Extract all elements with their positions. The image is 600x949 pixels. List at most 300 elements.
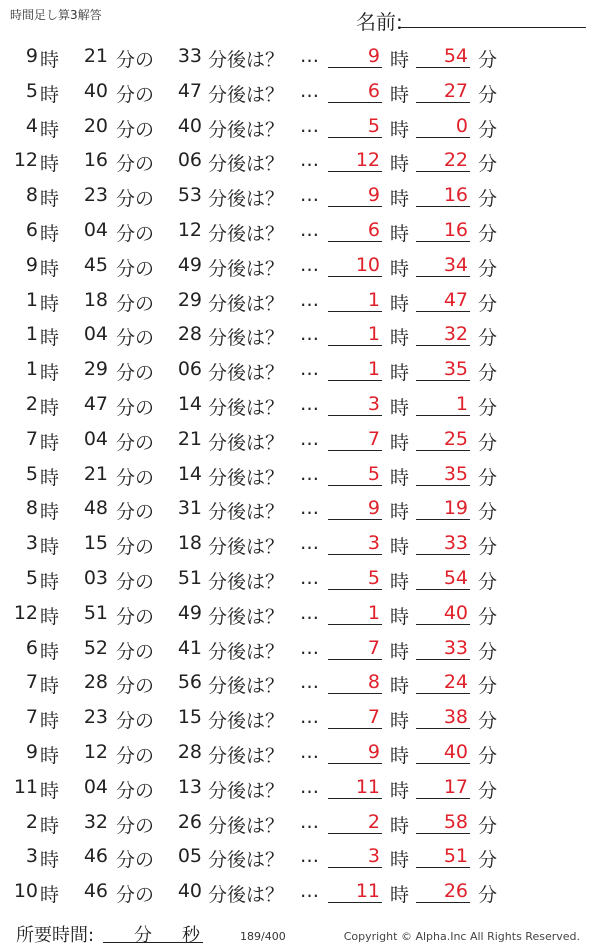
hour-label: 時 (40, 779, 60, 802)
answer-minute: 34 (443, 253, 468, 276)
start-hour: 8 (25, 184, 38, 207)
answer-hour: 1 (367, 323, 380, 346)
start-minute: 03 (83, 566, 108, 589)
hour-label: 時 (40, 466, 60, 489)
minute-of-label: 分の (116, 501, 155, 524)
added-minutes: 47 (177, 79, 202, 102)
ellipsis: … (300, 880, 319, 903)
minute-of-label: 分の (116, 744, 155, 767)
minute-label: 分 (478, 257, 498, 280)
problem-row (0, 700, 600, 735)
ellipsis: … (300, 79, 319, 102)
start-minute: 47 (83, 392, 108, 415)
minute-of-label: 分の (116, 431, 155, 454)
start-hour: 11 (13, 775, 38, 798)
minute-of-label: 分の (116, 605, 155, 628)
ellipsis: … (300, 706, 319, 729)
start-minute: 46 (83, 880, 108, 903)
problem-row (0, 526, 600, 561)
minute-of-label: 分の (116, 292, 155, 315)
minute-label: 分 (478, 431, 498, 454)
problem-row (0, 457, 600, 492)
answer-hour: 2 (367, 810, 380, 833)
answer-hour: 10 (355, 253, 380, 276)
hour-label: 時 (40, 396, 60, 419)
ellipsis: … (300, 184, 319, 207)
minute-label: 分 (478, 222, 498, 245)
problem-row (0, 178, 600, 213)
minute-label: 分 (478, 153, 498, 176)
hour-label: 時 (390, 49, 410, 71)
start-hour: 6 (25, 636, 38, 659)
after-question-label: 分後は？ (208, 536, 285, 559)
after-question-label: 分後は？ (208, 292, 285, 315)
hour-label: 時 (40, 849, 60, 872)
hour-label: 時 (40, 431, 60, 454)
after-question-label: 分後は？ (208, 222, 285, 245)
hour-label: 時 (390, 744, 410, 767)
start-minute: 21 (83, 45, 108, 67)
hour-label: 時 (390, 570, 410, 593)
added-minutes: 40 (177, 114, 202, 137)
ellipsis: … (300, 323, 319, 346)
start-hour: 12 (13, 149, 38, 172)
answer-minute: 1 (455, 392, 468, 415)
minute-label: 分 (478, 710, 498, 733)
answer-hour: 3 (367, 532, 380, 555)
start-hour: 9 (25, 45, 38, 67)
hour-label: 時 (40, 83, 60, 106)
start-minute: 28 (83, 671, 108, 694)
copyright: Copyright © Alpha.Inc All Rights Reserved. (343, 930, 580, 943)
start-minute: 12 (83, 740, 108, 763)
worksheet-title: 時間足し算3解答 (10, 8, 102, 22)
after-question-label: 分後は？ (208, 710, 285, 733)
minute-of-label: 分の (116, 327, 155, 350)
ellipsis: … (300, 740, 319, 763)
answer-hour: 7 (367, 706, 380, 729)
added-minutes: 31 (177, 497, 202, 520)
hour-label: 時 (40, 118, 60, 141)
start-minute: 23 (83, 706, 108, 729)
added-minutes: 56 (177, 671, 202, 694)
hour-label: 時 (40, 362, 60, 385)
ellipsis: … (300, 149, 319, 172)
page-number: 189/400 (240, 930, 286, 943)
hour-label: 時 (390, 675, 410, 698)
start-minute: 16 (83, 149, 108, 172)
added-minutes: 06 (177, 149, 202, 172)
minute-label: 分 (478, 536, 498, 559)
minute-of-label: 分の (116, 49, 155, 71)
minutes-label: 分 (134, 925, 152, 946)
answer-hour: 1 (367, 601, 380, 624)
start-hour: 9 (25, 740, 38, 763)
ellipsis: … (300, 392, 319, 415)
minute-label: 分 (478, 640, 498, 663)
answer-minute: 32 (443, 323, 468, 346)
hour-label: 時 (40, 536, 60, 559)
start-hour: 2 (25, 810, 38, 833)
answer-hour: 9 (367, 45, 380, 67)
hour-label: 時 (40, 710, 60, 733)
ellipsis: … (300, 810, 319, 833)
problem-row (0, 561, 600, 596)
added-minutes: 14 (177, 392, 202, 415)
problem-row (0, 387, 600, 422)
problem-row (0, 109, 600, 144)
hour-label: 時 (390, 849, 410, 872)
seconds-label: 秒 (182, 925, 200, 946)
hour-label: 時 (40, 257, 60, 280)
after-question-label: 分後は？ (208, 188, 285, 211)
added-minutes: 29 (177, 288, 202, 311)
problem-row (0, 422, 600, 457)
answer-hour: 1 (367, 288, 380, 311)
problem-row (0, 283, 600, 318)
hour-label: 時 (40, 153, 60, 176)
minute-label: 分 (478, 501, 498, 524)
answer-minute: 51 (443, 845, 468, 868)
after-question-label: 分後は？ (208, 83, 285, 106)
start-hour: 7 (25, 706, 38, 729)
answer-hour: 9 (367, 497, 380, 520)
minute-of-label: 分の (116, 466, 155, 489)
answer-hour: 7 (367, 427, 380, 450)
start-hour: 10 (13, 880, 38, 903)
start-minute: 52 (83, 636, 108, 659)
after-question-label: 分後は？ (208, 570, 285, 593)
added-minutes: 28 (177, 740, 202, 763)
added-minutes: 15 (177, 706, 202, 729)
start-minute: 20 (83, 114, 108, 137)
hour-label: 時 (390, 536, 410, 559)
hour-label: 時 (390, 814, 410, 837)
start-hour: 5 (25, 79, 38, 102)
minute-of-label: 分の (116, 188, 155, 211)
hour-label: 時 (40, 49, 60, 71)
answer-hour: 11 (355, 880, 380, 903)
start-hour: 4 (25, 114, 38, 137)
hour-label: 時 (40, 605, 60, 628)
ellipsis: … (300, 601, 319, 624)
hour-label: 時 (390, 327, 410, 350)
name-label: 名前: (356, 10, 403, 34)
minute-label: 分 (478, 362, 498, 385)
minute-label: 分 (478, 49, 498, 71)
answer-hour: 5 (367, 114, 380, 137)
added-minutes: 06 (177, 358, 202, 381)
minute-of-label: 分の (116, 83, 155, 106)
start-hour: 7 (25, 427, 38, 450)
added-minutes: 41 (177, 636, 202, 659)
added-minutes: 13 (177, 775, 202, 798)
hour-label: 時 (390, 605, 410, 628)
minute-label: 分 (478, 83, 498, 106)
hour-label: 時 (390, 501, 410, 524)
after-question-label: 分後は？ (208, 153, 285, 176)
hour-label: 時 (40, 188, 60, 211)
problem-row (0, 805, 600, 840)
ellipsis: … (300, 358, 319, 381)
minute-of-label: 分の (116, 536, 155, 559)
answer-minute: 35 (443, 462, 468, 485)
answer-minute: 16 (443, 218, 468, 241)
ellipsis: … (300, 114, 319, 137)
answer-minute: 25 (443, 427, 468, 450)
start-hour: 6 (25, 218, 38, 241)
minute-label: 分 (478, 849, 498, 872)
minute-of-label: 分の (116, 884, 155, 907)
minute-of-label: 分の (116, 849, 155, 872)
start-minute: 48 (83, 497, 108, 520)
problem-row (0, 735, 600, 770)
minute-of-label: 分の (116, 779, 155, 802)
hour-label: 時 (390, 710, 410, 733)
added-minutes: 12 (177, 218, 202, 241)
ellipsis: … (300, 532, 319, 555)
added-minutes: 28 (177, 323, 202, 346)
problem-row (0, 213, 600, 248)
ellipsis: … (300, 427, 319, 450)
start-hour: 3 (25, 532, 38, 555)
after-question-label: 分後は？ (208, 362, 285, 385)
answer-minute: 38 (443, 706, 468, 729)
hour-label: 時 (390, 83, 410, 106)
problem-list (0, 39, 600, 909)
name-line (398, 27, 586, 28)
answer-hour: 5 (367, 566, 380, 589)
answer-minute: 22 (443, 149, 468, 172)
after-question-label: 分後は？ (208, 884, 285, 907)
answer-hour: 3 (367, 392, 380, 415)
start-minute: 04 (83, 218, 108, 241)
problem-row (0, 874, 600, 909)
start-hour: 3 (25, 845, 38, 868)
hour-label: 時 (40, 327, 60, 350)
minute-label: 分 (478, 884, 498, 907)
answer-hour: 6 (367, 79, 380, 102)
hour-label: 時 (390, 118, 410, 141)
added-minutes: 26 (177, 810, 202, 833)
start-hour: 1 (25, 288, 38, 311)
answer-minute: 19 (443, 497, 468, 520)
hour-label: 時 (390, 292, 410, 315)
start-hour: 7 (25, 671, 38, 694)
ellipsis: … (300, 45, 319, 67)
problem-row (0, 248, 600, 283)
added-minutes: 33 (177, 45, 202, 67)
answer-hour: 6 (367, 218, 380, 241)
minute-label: 分 (478, 396, 498, 419)
hour-label: 時 (40, 570, 60, 593)
minute-label: 分 (478, 118, 498, 141)
start-minute: 46 (83, 845, 108, 868)
after-question-label: 分後は？ (208, 466, 285, 489)
start-minute: 29 (83, 358, 108, 381)
answer-minute: 40 (443, 601, 468, 624)
answer-hour: 1 (367, 358, 380, 381)
problem-row (0, 631, 600, 666)
after-question-label: 分後は？ (208, 675, 285, 698)
added-minutes: 53 (177, 184, 202, 207)
ellipsis: … (300, 497, 319, 520)
start-minute: 21 (83, 462, 108, 485)
hour-label: 時 (390, 640, 410, 663)
answer-minute: 54 (443, 45, 468, 67)
start-minute: 23 (83, 184, 108, 207)
minute-of-label: 分の (116, 362, 155, 385)
answer-hour: 7 (367, 636, 380, 659)
ellipsis: … (300, 462, 319, 485)
minute-label: 分 (478, 327, 498, 350)
minute-of-label: 分の (116, 396, 155, 419)
answer-minute: 27 (443, 79, 468, 102)
problem-row (0, 39, 600, 74)
minute-label: 分 (478, 466, 498, 489)
minute-of-label: 分の (116, 118, 155, 141)
hour-label: 時 (390, 188, 410, 211)
time-required-label: 所要時間: (16, 925, 95, 946)
answer-hour: 9 (367, 740, 380, 763)
problem-row (0, 317, 600, 352)
added-minutes: 49 (177, 601, 202, 624)
after-question-label: 分後は？ (208, 49, 285, 71)
ellipsis: … (300, 218, 319, 241)
ellipsis: … (300, 253, 319, 276)
after-question-label: 分後は？ (208, 640, 285, 663)
minute-label: 分 (478, 744, 498, 767)
start-minute: 04 (83, 775, 108, 798)
ellipsis: … (300, 288, 319, 311)
start-minute: 32 (83, 810, 108, 833)
problem-row (0, 770, 600, 805)
answer-minute: 16 (443, 184, 468, 207)
start-minute: 04 (83, 323, 108, 346)
answer-minute: 35 (443, 358, 468, 381)
answer-minute: 24 (443, 671, 468, 694)
minute-of-label: 分の (116, 710, 155, 733)
hour-label: 時 (390, 779, 410, 802)
answer-minute: 26 (443, 880, 468, 903)
minute-label: 分 (478, 292, 498, 315)
start-minute: 45 (83, 253, 108, 276)
hour-label: 時 (390, 222, 410, 245)
start-minute: 51 (83, 601, 108, 624)
minute-of-label: 分の (116, 640, 155, 663)
start-hour: 8 (25, 497, 38, 520)
after-question-label: 分後は？ (208, 779, 285, 802)
minute-of-label: 分の (116, 222, 155, 245)
minute-of-label: 分の (116, 257, 155, 280)
answer-hour: 11 (355, 775, 380, 798)
hour-label: 時 (40, 814, 60, 837)
minute-label: 分 (478, 188, 498, 211)
hour-label: 時 (40, 501, 60, 524)
after-question-label: 分後は？ (208, 814, 285, 837)
added-minutes: 14 (177, 462, 202, 485)
hour-label: 時 (390, 362, 410, 385)
added-minutes: 51 (177, 566, 202, 589)
start-minute: 18 (83, 288, 108, 311)
hour-label: 時 (390, 884, 410, 907)
problem-row (0, 352, 600, 387)
hour-label: 時 (390, 257, 410, 280)
start-hour: 5 (25, 462, 38, 485)
answer-hour: 8 (367, 671, 380, 694)
answer-hour: 3 (367, 845, 380, 868)
minute-label: 分 (478, 814, 498, 837)
after-question-label: 分後は？ (208, 257, 285, 280)
answer-minute: 0 (455, 114, 468, 137)
start-minute: 04 (83, 427, 108, 450)
minute-label: 分 (478, 675, 498, 698)
ellipsis: … (300, 845, 319, 868)
start-hour: 1 (25, 358, 38, 381)
added-minutes: 40 (177, 880, 202, 903)
minute-label: 分 (478, 570, 498, 593)
ellipsis: … (300, 775, 319, 798)
problem-row (0, 839, 600, 874)
hour-label: 時 (390, 466, 410, 489)
answer-minute: 33 (443, 636, 468, 659)
ellipsis: … (300, 671, 319, 694)
answer-minute: 40 (443, 740, 468, 763)
after-question-label: 分後は？ (208, 605, 285, 628)
problem-row (0, 596, 600, 631)
minute-of-label: 分の (116, 570, 155, 593)
added-minutes: 21 (177, 427, 202, 450)
added-minutes: 49 (177, 253, 202, 276)
after-question-label: 分後は？ (208, 431, 285, 454)
hour-label: 時 (40, 675, 60, 698)
after-question-label: 分後は？ (208, 327, 285, 350)
start-hour: 9 (25, 253, 38, 276)
answer-hour: 9 (367, 184, 380, 207)
answer-minute: 47 (443, 288, 468, 311)
problem-row (0, 143, 600, 178)
minute-of-label: 分の (116, 675, 155, 698)
hour-label: 時 (390, 396, 410, 419)
problem-row (0, 74, 600, 109)
answer-minute: 17 (443, 775, 468, 798)
problem-row (0, 491, 600, 526)
minute-label: 分 (478, 779, 498, 802)
after-question-label: 分後は？ (208, 118, 285, 141)
hour-label: 時 (40, 640, 60, 663)
added-minutes: 18 (177, 532, 202, 555)
hour-label: 時 (390, 153, 410, 176)
start-hour: 1 (25, 323, 38, 346)
minute-of-label: 分の (116, 153, 155, 176)
start-minute: 15 (83, 532, 108, 555)
start-minute: 40 (83, 79, 108, 102)
start-hour: 5 (25, 566, 38, 589)
answer-hour: 12 (355, 149, 380, 172)
start-hour: 2 (25, 392, 38, 415)
answer-minute: 58 (443, 810, 468, 833)
hour-label: 時 (40, 884, 60, 907)
minute-of-label: 分の (116, 814, 155, 837)
after-question-label: 分後は？ (208, 744, 285, 767)
ellipsis: … (300, 566, 319, 589)
after-question-label: 分後は？ (208, 501, 285, 524)
added-minutes: 05 (177, 845, 202, 868)
hour-label: 時 (40, 222, 60, 245)
minute-label: 分 (478, 605, 498, 628)
answer-hour: 5 (367, 462, 380, 485)
hour-label: 時 (40, 744, 60, 767)
